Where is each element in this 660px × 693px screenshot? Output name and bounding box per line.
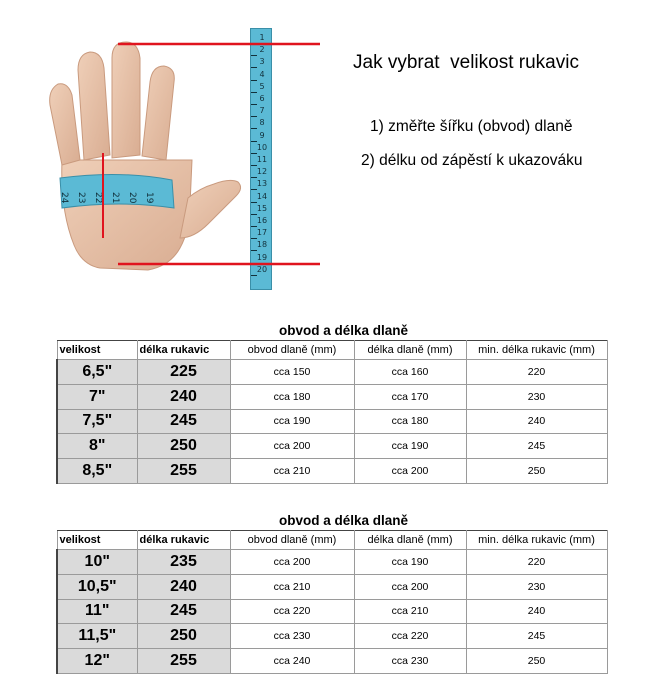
palm-length-cell: cca 200 [354, 459, 466, 484]
palm-circumference-cell: cca 210 [230, 574, 354, 599]
size-cell: 7" [57, 384, 137, 409]
palm-circumference-cell: cca 200 [230, 550, 354, 575]
instruction-step-2: 2) délku od zápěstí k ukazováku [361, 152, 583, 169]
ruler-tick-label: 5 [251, 82, 273, 91]
col-header-palm-circumference: obvod dlaně (mm) [230, 341, 354, 360]
size-cell: 8,5" [57, 459, 137, 484]
size-table-2 [56, 511, 606, 674]
size-cell: 10" [57, 550, 137, 575]
col-header-glove-length: délka rukavic [137, 341, 230, 360]
table-row [57, 550, 607, 575]
palm-tape-tick-label: 21 [110, 192, 120, 204]
size-cell: 11,5" [57, 624, 137, 649]
ruler-tick-label: 16 [251, 216, 273, 225]
palm-length-cell: cca 220 [354, 624, 466, 649]
min-glove-length-cell: 245 [466, 434, 607, 459]
ruler-tick-label: 11 [251, 155, 273, 164]
size-cell: 10,5" [57, 574, 137, 599]
glove-length-cell: 240 [137, 384, 230, 409]
table-row [57, 434, 607, 459]
min-glove-length-cell: 240 [466, 409, 607, 434]
col-header-glove-length: délka rukavic [137, 531, 230, 550]
ruler-tick-label: 10 [251, 143, 273, 152]
palm-tape-tick-label: 22 [93, 192, 103, 204]
palm-circumference-cell: cca 150 [230, 360, 354, 385]
palm-circumference-cell: cca 230 [230, 624, 354, 649]
table-row [57, 384, 607, 409]
glove-length-cell: 225 [137, 360, 230, 385]
ruler-tick-label: 9 [251, 131, 273, 140]
ruler-tick-label: 3 [251, 57, 273, 66]
size-table-1 [56, 321, 606, 484]
col-header-size: velikost [57, 341, 137, 360]
table-row [57, 574, 607, 599]
col-header-palm-length: délka dlaně (mm) [354, 531, 466, 550]
ruler-tick-label: 19 [251, 253, 273, 262]
table-row [57, 459, 607, 484]
glove-length-cell: 245 [137, 599, 230, 624]
ruler-tick-label: 6 [251, 94, 273, 103]
table-row [57, 599, 607, 624]
ruler-tick-label: 20 [251, 265, 273, 274]
min-glove-length-cell: 220 [466, 360, 607, 385]
size-cell: 11" [57, 599, 137, 624]
palm-circumference-cell: cca 200 [230, 434, 354, 459]
palm-length-cell: cca 200 [354, 574, 466, 599]
col-header-min-glove-length: min. délka rukavic (mm) [466, 531, 607, 550]
table-title: obvod a délka dlaně [278, 323, 409, 338]
table-row [57, 649, 607, 674]
min-glove-length-cell: 220 [466, 550, 607, 575]
size-table [56, 340, 608, 484]
ruler-tick-label: 4 [251, 70, 273, 79]
table-header-row [57, 341, 607, 360]
table-row [57, 360, 607, 385]
glove-length-cell: 255 [137, 649, 230, 674]
col-header-palm-length: délka dlaně (mm) [354, 341, 466, 360]
table-header-row [57, 531, 607, 550]
ruler-tick-label: 18 [251, 240, 273, 249]
min-glove-length-cell: 230 [466, 574, 607, 599]
size-cell: 8" [57, 434, 137, 459]
palm-tape-tick-label: 19 [144, 192, 154, 204]
glove-length-cell: 255 [137, 459, 230, 484]
table-title: obvod a délka dlaně [278, 513, 409, 528]
glove-length-cell: 240 [137, 574, 230, 599]
size-cell: 7,5" [57, 409, 137, 434]
ruler-tick-label: 1 [251, 33, 273, 42]
min-glove-length-cell: 245 [466, 624, 607, 649]
palm-tape-tick-label: 23 [76, 192, 86, 204]
ruler-tick-label: 8 [251, 118, 273, 127]
palm-length-cell: cca 160 [354, 360, 466, 385]
palm-circumference-cell: cca 180 [230, 384, 354, 409]
ruler-tick-label: 15 [251, 204, 273, 213]
min-glove-length-cell: 230 [466, 384, 607, 409]
col-header-size: velikost [57, 531, 137, 550]
palm-length-cell: cca 180 [354, 409, 466, 434]
palm-length-cell: cca 190 [354, 434, 466, 459]
palm-length-cell: cca 230 [354, 649, 466, 674]
ruler-tick-label: 13 [251, 179, 273, 188]
glove-length-cell: 245 [137, 409, 230, 434]
palm-circumference-cell: cca 190 [230, 409, 354, 434]
hand-measurement-illustration [40, 20, 340, 295]
palm-length-cell: cca 170 [354, 384, 466, 409]
min-glove-length-cell: 250 [466, 649, 607, 674]
size-table [56, 530, 608, 674]
min-glove-length-cell: 240 [466, 599, 607, 624]
palm-tape-tick-label: 24 [59, 192, 69, 204]
ruler-tick-label: 7 [251, 106, 273, 115]
palm-circumference-cell: cca 220 [230, 599, 354, 624]
ruler-tick-label: 14 [251, 192, 273, 201]
table-row [57, 624, 607, 649]
palm-tape-tick-label: 20 [127, 192, 137, 204]
size-cell: 12" [57, 649, 137, 674]
glove-length-cell: 250 [137, 624, 230, 649]
ruler-tick-label: 2 [251, 45, 273, 54]
glove-length-cell: 250 [137, 434, 230, 459]
palm-length-cell: cca 190 [354, 550, 466, 575]
col-header-palm-circumference: obvod dlaně (mm) [230, 531, 354, 550]
size-cell: 6,5" [57, 360, 137, 385]
ruler-tick-label: 17 [251, 228, 273, 237]
page-title: Jak vybrat velikost rukavic [353, 52, 579, 73]
min-glove-length-cell: 250 [466, 459, 607, 484]
palm-circumference-cell: cca 210 [230, 459, 354, 484]
red-markers [40, 20, 340, 295]
instruction-step-1: 1) změřte šířku (obvod) dlaně [370, 118, 573, 135]
ruler-tick-label: 12 [251, 167, 273, 176]
glove-length-cell: 235 [137, 550, 230, 575]
col-header-min-glove-length: min. délka rukavic (mm) [466, 341, 607, 360]
palm-circumference-cell: cca 240 [230, 649, 354, 674]
table-row [57, 409, 607, 434]
palm-length-cell: cca 210 [354, 599, 466, 624]
